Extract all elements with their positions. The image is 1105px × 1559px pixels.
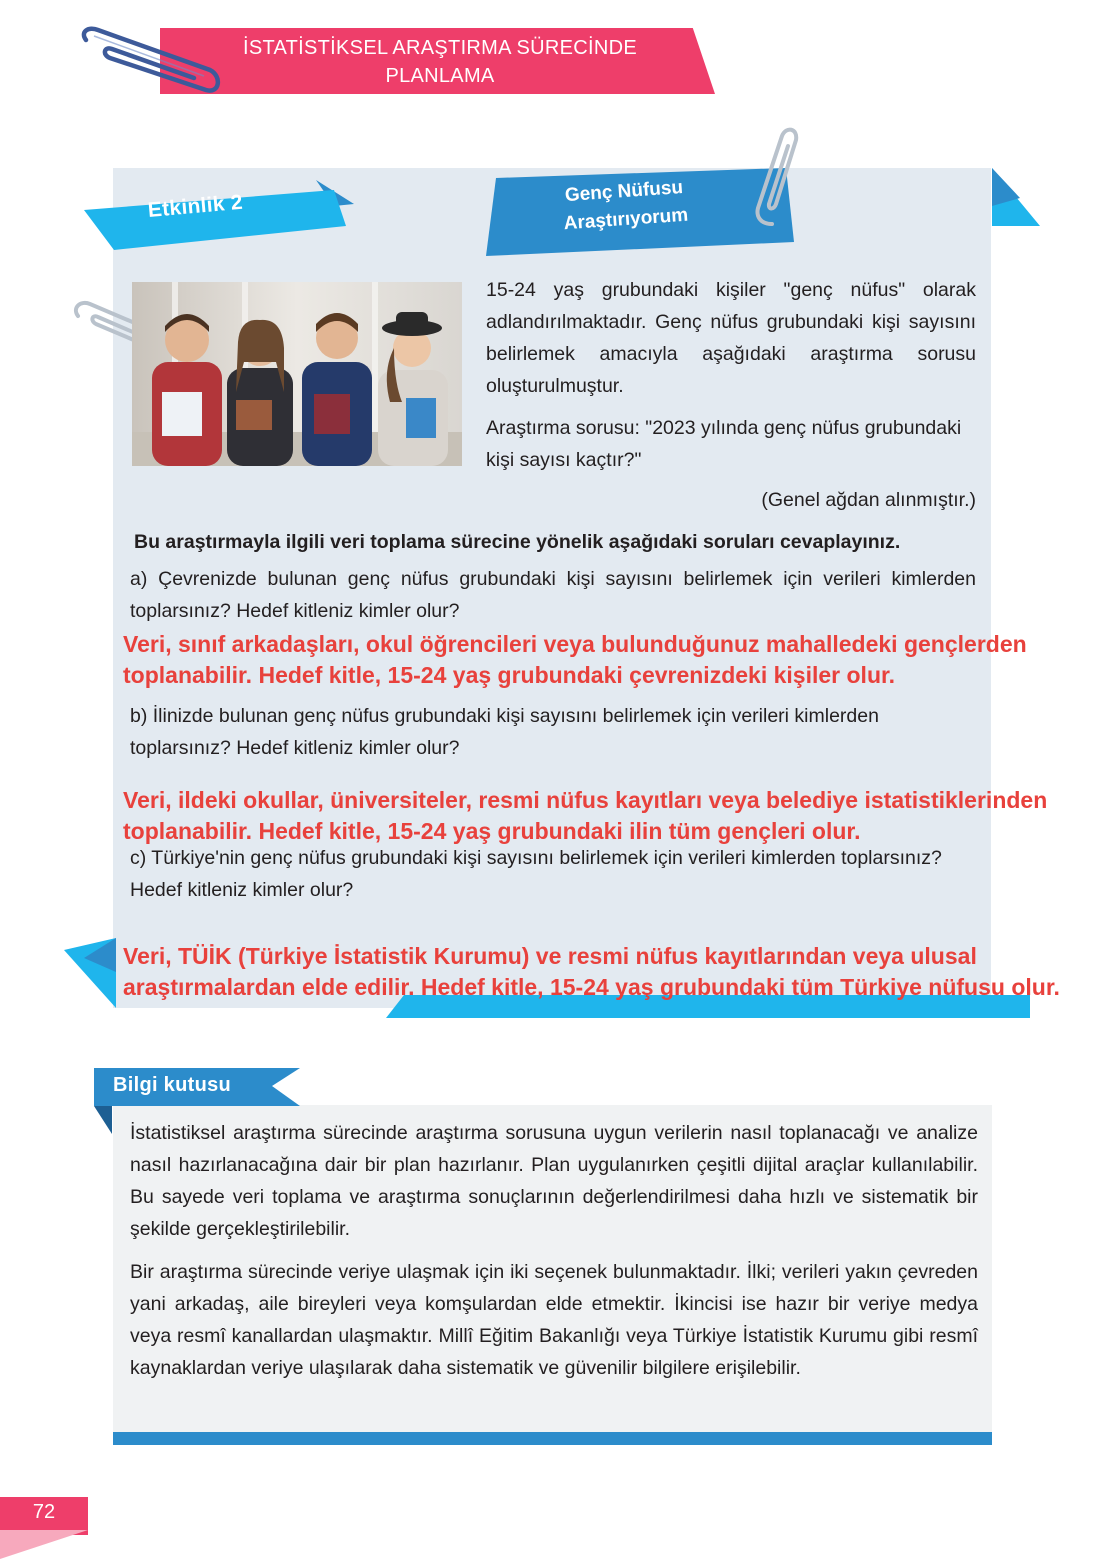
panel-corner-decoration (990, 168, 1040, 226)
activity-tab-label: Etkinlik 2 (146, 190, 244, 222)
activity-title-line2: Araştırıyorum (563, 204, 689, 235)
info-paragraph-1: İstatistiksel araştırma sürecinde araştırma sorusuna uygun verilerin nasıl toplanacağı ve analize nasıl hazırlanacağına dair bir plan hazırlanır. Plan uygulanırken çeşitli dijital araçlar kullanılabilir. Bu sayede veri toplama ve araştırma sonuçlarının değerlendirilmesi daha hızlı ve sistematik bir şekilde gerçekleştirilebilir. (130, 1122, 978, 1240)
activity-title-line1: Genç Nüfusu (564, 176, 684, 207)
question-b: b) İlinizde bulunan genç nüfus grubundaki kişi sayısını belirlemek için verileri kimlerden toplarsınız? Hedef kitleniz kimler olur? (130, 705, 879, 759)
instruction-text: Bu araştırmayla ilgili veri toplama sürecine yönelik aşağıdaki soruları cevaplayınız. (134, 531, 901, 553)
page-number: 72 (32, 1501, 56, 1523)
question-c: c) Türkiye'nin genç nüfus grubundaki kişi sayısını belirlemek için verileri kimlerden toplarsınız? Hedef kitleniz kimler olur? (130, 847, 942, 901)
info-paragraph-2: Bir araştırma sürecinde veriye ulaşmak için iki seçenek bulunmaktadır. İlki; verileri yakın çevreden yani arkadaş, aile bireyleri veya komşulardan elde etmektir. İkincisi ise hazır bir veriye medya veya resmî kanallardan ulaşmaktır. Millî Eğitim Bakanlığı veya Türkiye İstatistik Kurumu gibi resmî kaynaklardan veriye ulaşılarak daha sistematik ve güvenilir bilgilere erişilebilir. (130, 1261, 978, 1379)
research-question: Araştırma sorusu: "2023 yılında genç nüfus grubundaki kişi sayısı kaçtır?" (486, 417, 962, 471)
photo-credit: (Genel ağdan alınmıştır.) (761, 489, 976, 511)
info-box-label: Bilgi kutusu (113, 1074, 232, 1096)
students-photo (132, 282, 462, 466)
answer-b: Veri, ildeki okullar, üniversiteler, resmi nüfus kayıtları veya belediye istatistiklerinden toplanabilir. Hedef kitle, 15-24 yaş grubundaki ilin tüm gençleri olur. (123, 787, 1048, 844)
answer-a: Veri, sınıf arkadaşları, okul öğrencileri veya bulunduğunuz mahalledeki gençlerden toplanabilir. Hedef kitle, 15-24 yaş grubundaki çevrenizdeki kişiler olur. (123, 631, 1027, 688)
question-a: a) Çevrenizde bulunan genç nüfus grubundaki kişi sayısını belirlemek için verileri kimlerden toplarsınız? Hedef kitleniz kimler olur? (130, 568, 976, 622)
panel-corner-decoration (64, 938, 118, 1008)
page-title-line1: İSTATİSTİKSEL ARAŞTIRMA SÜRECİNDE (242, 37, 638, 59)
page-title-line2: PLANLAMA (385, 65, 495, 87)
page-title (190, 34, 690, 90)
paperclip-icon (742, 124, 802, 230)
info-box-bottom-bar (113, 1432, 992, 1445)
page-number-tail (0, 1530, 88, 1559)
intro-paragraph: 15-24 yaş grubundaki kişiler "genç nüfus" olarak adlandırılmaktadır. Genç nüfus grubundaki kişi sayısını belirlemek amacıyla aşağıdaki araştırma sorusu oluşturulmuştur. (486, 279, 976, 397)
answer-c: Veri, TÜİK (Türkiye İstatistik Kurumu) ve resmi nüfus kayıtlarından veya ulusal araştırmalardan elde edilir. Hedef kitle, 15-24 yaş grubundaki tüm Türkiye nüfusu olur. (123, 943, 1060, 1000)
